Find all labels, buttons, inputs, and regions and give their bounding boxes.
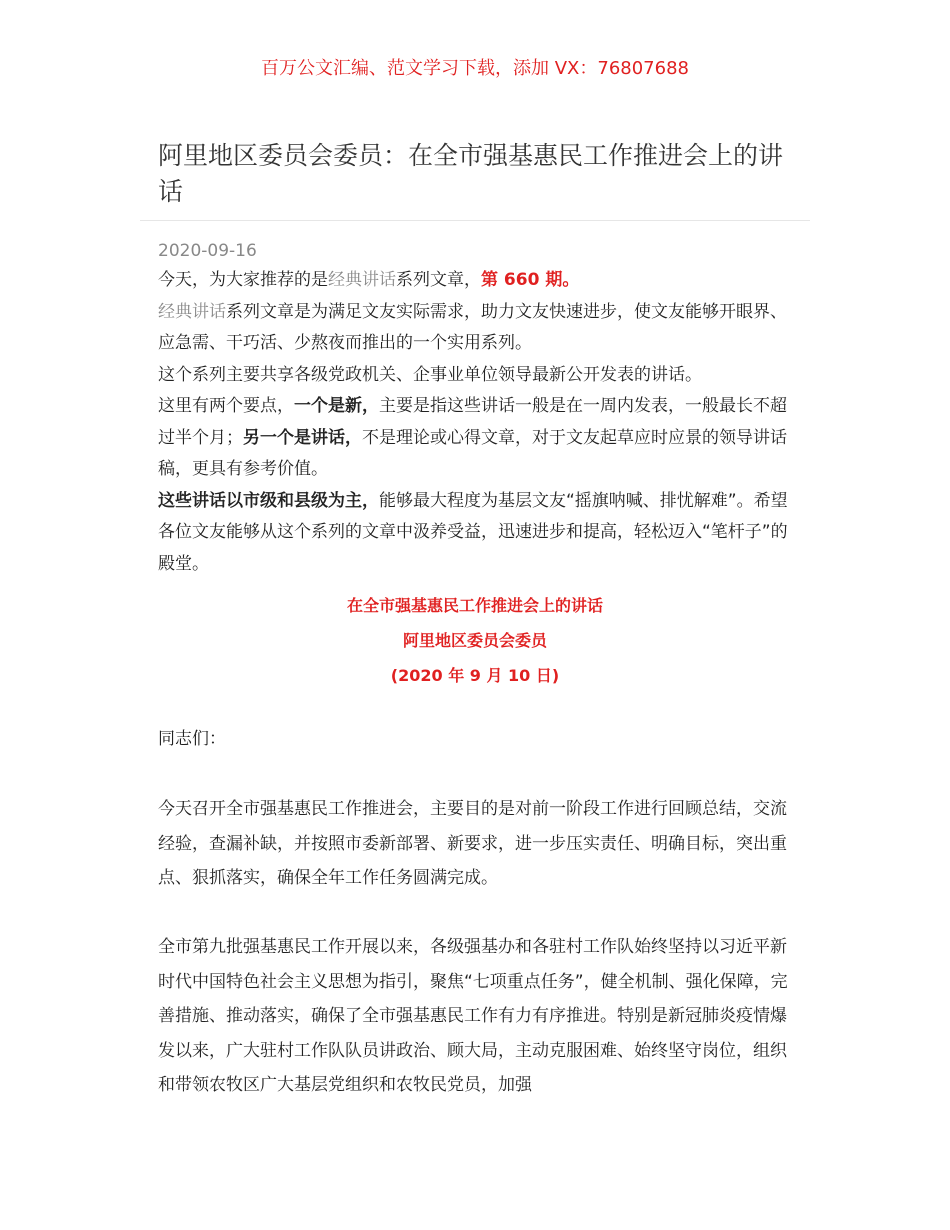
intro-paragraph bbox=[158, 265, 798, 297]
speech-paragraph-1 bbox=[158, 792, 798, 896]
series-intro bbox=[158, 265, 798, 580]
speech-paragraph-2 bbox=[158, 930, 798, 1103]
key-point-speech: 另一个是讲话， bbox=[243, 427, 362, 448]
key-point-level: 这些讲话以市级和县级为主， bbox=[158, 490, 379, 511]
intro-paragraph bbox=[158, 391, 798, 486]
intro-text: 主要是指这些讲话一般是在一周内发表，一般最长不超过半个月； bbox=[158, 396, 787, 448]
paragraph-text: 全市第九批强基惠民工作开展以来，各级强基办和各驻村工作队始终坚持以习近平新时代中国特色社会主义思想为指引，聚焦“七项重点任务”，健全机制、强化保障，完善措施、推动落实，确保了全市强基惠民工作有力有序推进。特别是新冠肺炎疫情爆发以来，广大驻村工作队队员讲政治、顾大局，主动克服困难、始终坚守岗位，组织和带领农牧区广大基层党组织和农牧民党员，加强 bbox=[158, 937, 788, 1095]
intro-text: 今天，为大家推荐的是 bbox=[158, 270, 328, 290]
article-title: 阿里地区委员会委员：在全市强基惠民工作推进会上的讲话 bbox=[158, 141, 784, 206]
speech-date: (2020 年 9 月 10 日) bbox=[390, 666, 560, 685]
paragraph-text: 今天召开全市强基惠民工作推进会，主要目的是对前一阶段工作进行回顾总结，交流经验，查漏补缺，并按照市委新部署、新要求，进一步压实责任、明确目标，突出重点、狠抓落实，确保全年工作任务圆满完成。 bbox=[158, 799, 787, 888]
title-divider bbox=[140, 220, 810, 221]
publish-date: 2020-09-16 bbox=[158, 241, 257, 261]
intro-text: 这里有两个要点， bbox=[158, 396, 294, 416]
speech-heading bbox=[158, 588, 792, 693]
intro-text: 系列文章， bbox=[396, 270, 481, 290]
download-banner: 百万公文汇编、范文学习下载，添加 VX：76807688 bbox=[261, 58, 689, 79]
series-name: 经典讲话 bbox=[328, 270, 396, 290]
intro-paragraph bbox=[158, 297, 798, 360]
issue-number: 第 660 期。 bbox=[481, 270, 580, 290]
speech-title: 在全市强基惠民工作推进会上的讲话 bbox=[346, 596, 603, 615]
intro-text: 能够最大程度为基层文友“摇旗呐喊、排忧解难”。希望各位文友能够从这个系列的文章中汲养受益，迅速进步和提高，轻松迈入“笔杆子”的殿堂。 bbox=[158, 490, 788, 574]
intro-text: 不是理论或心得文章，对于文友起草应时应景的领导讲话稿，更具有参考价值。 bbox=[158, 427, 787, 479]
speech-speaker: 阿里地区委员会委员 bbox=[402, 631, 547, 650]
intro-paragraph: 这个系列主要共享各级党政机关、企事业单位领导最新公开发表的讲话。 bbox=[158, 364, 702, 385]
intro-text: 系列文章是为满足文友实际需求，助力文友快速进步，使文友能够开眼界、应急需、干巧活、少熬夜而推出的一个实用系列。 bbox=[158, 301, 787, 353]
greeting-text: 同志们： bbox=[158, 729, 226, 749]
speech-greeting bbox=[158, 722, 798, 757]
series-name: 经典讲话 bbox=[158, 301, 226, 322]
intro-paragraph bbox=[158, 486, 798, 581]
key-point-new: 一个是新， bbox=[294, 396, 379, 416]
